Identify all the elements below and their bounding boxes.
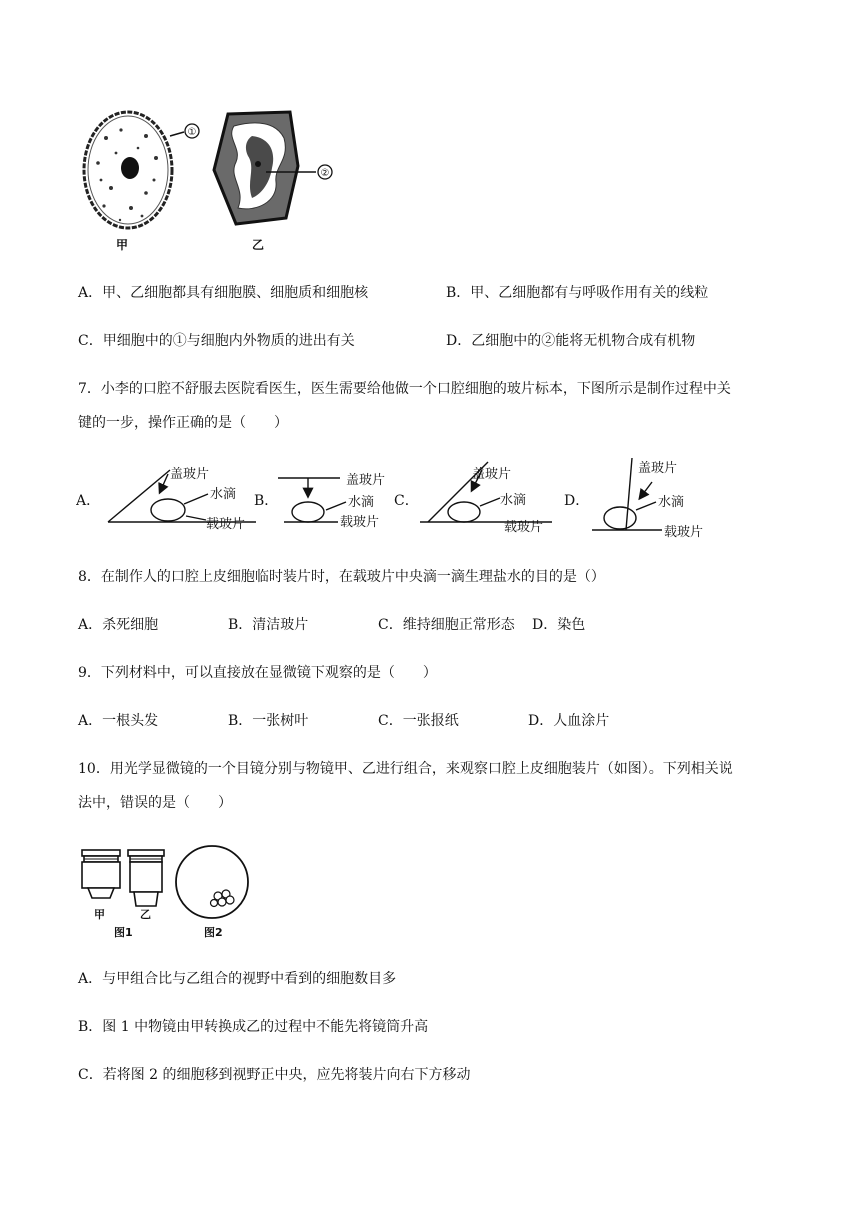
q9-option-b: B．一张树叶: [228, 713, 309, 729]
q7-b-slide-label: 载玻片: [340, 515, 380, 530]
field-of-view: [176, 846, 248, 918]
q7-a-slide-label: 载玻片: [206, 517, 246, 532]
marker-2: ②: [320, 168, 330, 179]
objective-jia: [82, 850, 120, 898]
q7-option-a-letter: A．: [76, 493, 101, 509]
q8-option-b: B．清洁玻片: [228, 617, 309, 633]
fig1-caption: 图1: [114, 926, 133, 939]
marker-1: ①: [187, 127, 197, 138]
q7-option-d-letter: D．: [564, 493, 590, 509]
animal-cell: [84, 112, 199, 252]
q7-option-b-letter: B．: [254, 493, 279, 509]
q10-option-a: A．与甲组合比与乙组合的视野中看到的细胞数目多: [78, 971, 397, 987]
q7-option-c-letter: C．: [394, 493, 419, 509]
q8-option-c: C．维持细胞正常形态: [378, 617, 515, 633]
label-yi: 乙: [252, 238, 265, 252]
q9-stem: 9．下列材料中，可以直接放在显微镜下观察的是（ ）: [78, 665, 437, 681]
q7-d-water-label: 水滴: [658, 495, 685, 510]
q8-option-d: D．染色: [532, 617, 586, 633]
q7-option-b-diagram: [278, 478, 346, 522]
objective-yi: [128, 850, 164, 906]
q8-option-a: A．杀死细胞: [78, 617, 159, 633]
q6-option-a: A．甲、乙细胞都具有细胞膜、细胞质和细胞核: [78, 285, 369, 301]
cell-diagram-figure: [76, 108, 356, 258]
q9-option-c: C．一张报纸: [378, 713, 459, 729]
q7-a-cover-label: 盖玻片: [170, 467, 210, 482]
q7-c-cover-label: 盖玻片: [472, 467, 512, 482]
q8-stem: 8．在制作人的口腔上皮细胞临时装片时，在载玻片中央滴一滴生理盐水的目的是（）: [78, 569, 605, 585]
q10-stem-line1: 10．用光学显微镜的一个目镜分别与物镜甲、乙进行组合，来观察口腔上皮细胞装片（如图）。下列相关说: [78, 761, 733, 777]
q10-stem-line2: 法中，错误的是（ ）: [78, 795, 232, 811]
q6-option-b: B．甲、乙细胞都有与呼吸作用有关的线粒: [446, 285, 709, 301]
label-jia: 甲: [116, 238, 129, 252]
q9-option-a: A．一根头发: [78, 713, 159, 729]
q7-c-slide-label: 载玻片: [504, 520, 544, 535]
q7-stem-line2: 键的一步，操作正确的是（ ）: [78, 415, 288, 431]
fig2-caption: 图2: [204, 926, 223, 939]
q9-option-d: D．人血涂片: [528, 713, 610, 729]
plant-cell: [214, 112, 332, 252]
coverslip-options-figure: [76, 456, 716, 546]
q6-option-d: D．乙细胞中的②能将无机物合成有机物: [446, 333, 696, 349]
fig1-label-jia: 甲: [94, 908, 105, 921]
q6-option-c: C．甲细胞中的①与细胞内外物质的进出有关: [78, 333, 355, 349]
q7-stem-line1: 7．小李的口腔不舒服去医院看医生，医生需要给他做一个口腔细胞的玻片标本，下图所示是制作过程中关: [78, 381, 731, 397]
q7-d-slide-label: 载玻片: [664, 525, 704, 540]
microscope-figure: [76, 842, 256, 942]
q7-b-cover-label: 盖玻片: [346, 473, 386, 488]
fig1-label-yi: 乙: [140, 908, 151, 921]
q10-option-b: B．图 1 中物镜由甲转换成乙的过程中不能先将镜筒升高: [78, 1019, 429, 1035]
q7-a-water-label: 水滴: [210, 487, 237, 502]
q7-b-water-label: 水滴: [348, 495, 375, 510]
q7-c-water-label: 水滴: [500, 493, 527, 508]
q7-d-cover-label: 盖玻片: [638, 461, 678, 476]
q10-option-c: C．若将图 2 的细胞移到视野正中央，应先将装片向右下方移动: [78, 1067, 471, 1083]
